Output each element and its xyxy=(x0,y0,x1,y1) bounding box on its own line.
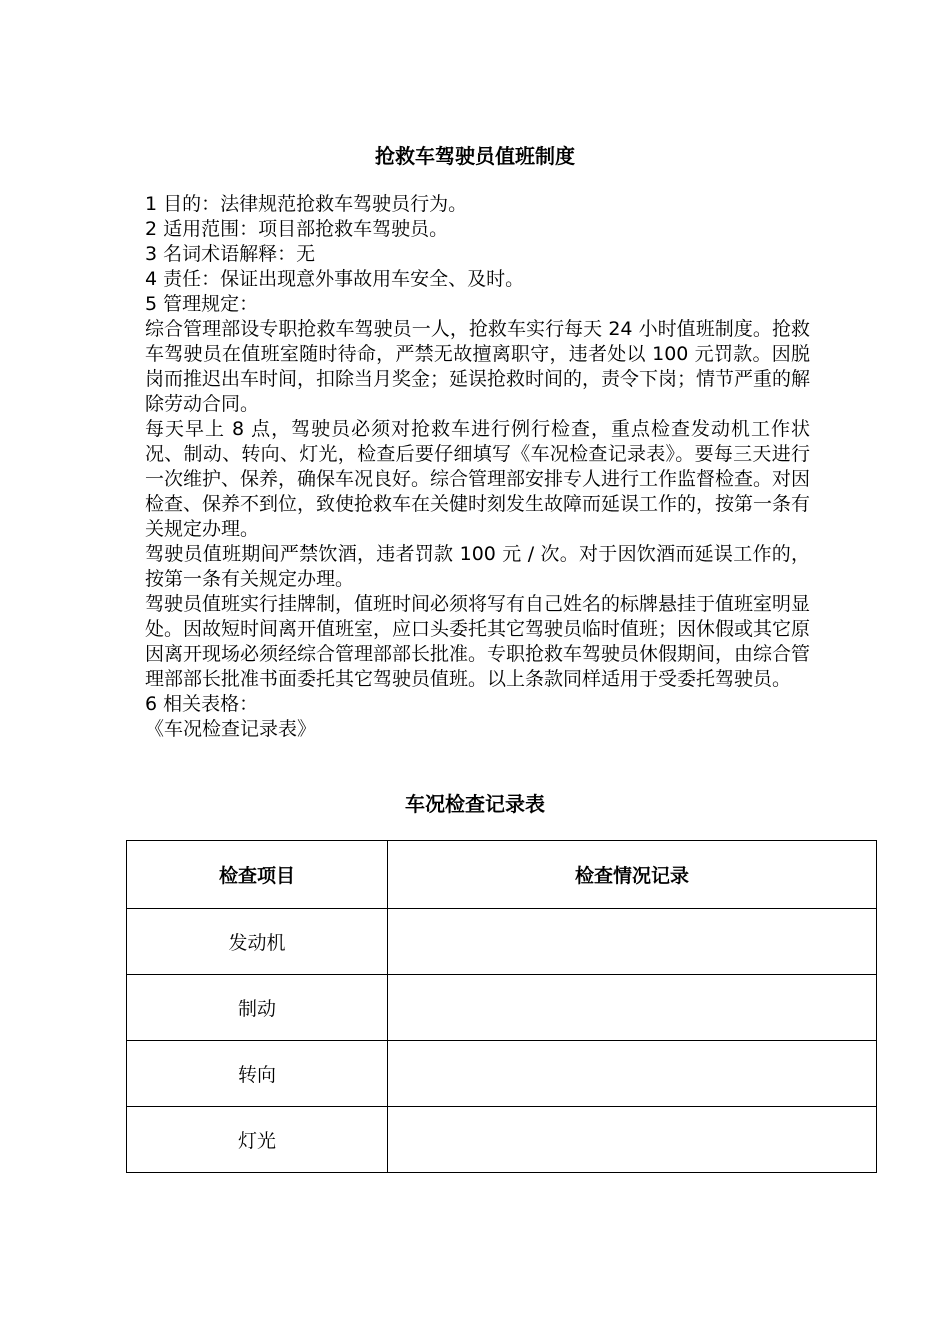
table-title: 车况检查记录表 xyxy=(405,792,545,816)
row-record-cell xyxy=(388,909,877,975)
row-item-label: 灯光 xyxy=(127,1107,388,1173)
row-record-cell xyxy=(388,1041,877,1107)
management-rule-badge: 驾驶员值班实行挂牌制，值班时间必须将写有自己姓名的标牌悬挂于值班室明显处。因故短时间离开值班室，应口头委托其它驾驶员临时值班；因休假或其它原因离开现场必须经综合管理部部长批准。专职抢救车驾驶员休假期间，由综合管理部部长批准书面委托其它驾驶员值班。以上条款同样适用于受委托驾驶员。 xyxy=(145,593,811,690)
section-scope: 2 适用范围：项目部抢救车驾驶员。 xyxy=(145,218,449,240)
row-item-label: 制动 xyxy=(127,975,388,1041)
table-row xyxy=(127,975,877,1041)
document-body xyxy=(145,192,810,742)
related-form-name: 《车况检查记录表》 xyxy=(145,718,317,740)
table-row xyxy=(127,1107,877,1173)
header-inspection-item: 检查项目 xyxy=(127,841,388,909)
row-item-label: 转向 xyxy=(127,1041,388,1107)
management-rule-duty: 综合管理部设专职抢救车驾驶员一人，抢救车实行每天 24 小时值班制度。抢救车驾驶员在值班室随时待命，严禁无故擅离职守，违者处以 100 元罚款。因脱岗而推迟出车时间，扣除当月奖金；延误抢救时间的，责令下岗；情节严重的解除劳动合同。 xyxy=(145,318,811,415)
management-rule-inspection: 每天早上 8 点，驾驶员必须对抢救车进行例行检查，重点检查发动机工作状况、制动、转向、灯光，检查后要仔细填写《车况检查记录表》。要每三天进行一次维护、保养，确保车况良好。综合管理部安排专人进行工作监督检查。对因检查、保养不到位，致使抢救车在关健时刻发生故障而延误工作的，按第一条有关规定办理。 xyxy=(145,418,811,540)
row-item-label: 发动机 xyxy=(127,909,388,975)
section-responsibility: 4 责任：保证出现意外事故用车安全、及时。 xyxy=(145,268,525,290)
section-terms: 3 名词术语解释：无 xyxy=(145,243,316,265)
section-purpose: 1 目的：法律规范抢救车驾驶员行为。 xyxy=(145,193,468,215)
table-row xyxy=(127,909,877,975)
document-title: 抢救车驾驶员值班制度 xyxy=(375,144,575,168)
section-related-forms: 6 相关表格： xyxy=(145,693,259,715)
table-row xyxy=(127,1041,877,1107)
section-management-heading: 5 管理规定： xyxy=(145,293,259,315)
inspection-record-table xyxy=(126,840,877,1173)
row-record-cell xyxy=(388,1107,877,1173)
management-rule-alcohol: 驾驶员值班期间严禁饮酒，违者罚款 100 元 / 次。对于因饮酒而延误工作的，按第一条有关规定办理。 xyxy=(145,543,810,590)
table-header-row xyxy=(127,841,877,909)
row-record-cell xyxy=(388,975,877,1041)
header-inspection-record: 检查情况记录 xyxy=(388,841,877,909)
